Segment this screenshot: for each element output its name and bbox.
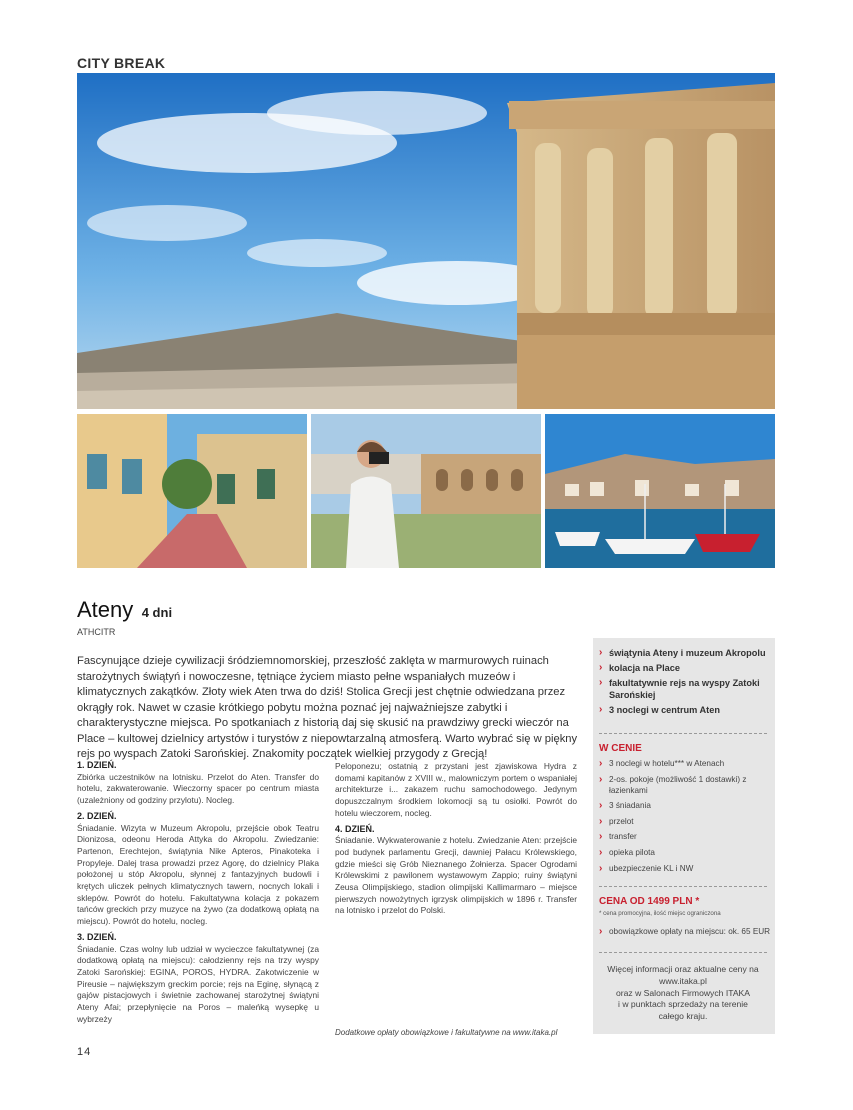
price: CENA OD 1499 PLN * xyxy=(599,896,700,907)
day1-heading: 1. DZIEŃ. xyxy=(77,760,117,770)
info-line: całego kraju. xyxy=(658,1011,708,1022)
included-item: › 2-os. pokoje (możliwość 1 dostawki) z łazienkami xyxy=(599,773,747,795)
more-info xyxy=(599,964,767,1023)
info-line: i w punktach sprzedaży na terenie xyxy=(618,999,748,1010)
trip-title-row xyxy=(77,597,172,623)
highlights-list xyxy=(599,647,771,719)
chevron-right-icon: › xyxy=(599,758,603,769)
harbour-photo xyxy=(545,414,775,568)
highlight-item: › fakultatywnie rejs na wyspy Zatoki Sarońskiej xyxy=(599,677,760,700)
included-item: › transfer xyxy=(599,831,637,843)
photographer-photo xyxy=(311,414,541,568)
info-line: Więcej informacji oraz aktualne ceny na xyxy=(607,964,759,974)
trip-title: Ateny xyxy=(77,597,134,622)
included-item: › przelot xyxy=(599,815,634,827)
highlight-item: › kolacja na Place xyxy=(599,662,680,673)
fees-footnote: Dodatkowe opłaty obowiązkowe i fakultatywne na www.itaka.pl xyxy=(335,1028,558,1037)
chevron-right-icon: › xyxy=(599,677,603,688)
street-photo xyxy=(77,414,307,568)
hero-photo xyxy=(77,73,775,409)
chevron-right-icon: › xyxy=(599,926,603,937)
day2-heading: 2. DZIEŃ. xyxy=(77,810,117,821)
highlight-item: › 3 noclegi w centrum Aten xyxy=(599,704,720,715)
extra-fee-item: › obowiązkowe opłaty na miejscu: ok. 65 EUR xyxy=(599,926,771,937)
chevron-right-icon: › xyxy=(599,704,603,715)
day1-text: Zbiórka uczestników na lotnisku. Przelot do Aten. Transfer do hotelu, zakwaterowanie. Wieczorny spacer po centrum miasta (uzależniony od godziny przylotu). Nocleg. xyxy=(77,771,319,806)
website-link[interactable]: www.itaka.pl xyxy=(659,975,707,986)
chevron-right-icon: › xyxy=(599,846,603,858)
chevron-right-icon: › xyxy=(599,773,603,785)
chevron-right-icon: › xyxy=(599,862,603,874)
price-note: * cena promocyjna, ilość miejsc ograniczona xyxy=(599,910,721,917)
chevron-right-icon: › xyxy=(599,831,603,843)
trip-duration: 4 dni xyxy=(141,605,173,620)
sidebar-divider xyxy=(599,952,767,953)
included-item: › 3 śniadania xyxy=(599,800,651,812)
included-heading: W CENIE xyxy=(599,743,642,754)
extra-fees-list xyxy=(599,926,771,937)
included-item: › ubezpieczenie KL i NW xyxy=(599,862,694,874)
included-list xyxy=(599,758,771,878)
sidebar-divider xyxy=(599,733,767,734)
day3-text: Śniadanie. Czas wolny lub udział w wycieczce fakultatywnej (za dodatkową opłatą na miejscu): całodzienny rejs na trzy wyspy Zatoki Sarońskiej: EGINA, POROS, HYDRA. Zakotwiczenie w Pireusie – największym greckim porcie; rejs na Eginę, słynącą z gajów pistacjowych i świetnie zachowanej starożytnej świątyni Ateny Afai; przepłynięcie na Poros – maleńką wysepkę u wybrzeży xyxy=(77,943,319,1024)
section-label: CITY BREAK xyxy=(77,55,166,71)
day2-text: Śniadanie. Wizyta w Muzeum Akropolu, przejście obok Teatru Dionizosa, odeonu Heroda Attyka do Akropolu. Zwiedzanie: Partenon, Erechtejon, świątynia Nike Apteros, Pinakoteka i Propyleje. Dalej trasa prowadzi przez Agorę, do dzielnicy Plaka położonej u stóp Akropolu, słynnej z fantazyjnych budowli i krętych uliczek pełnych klimatycznych tawern, nocnych lokali i sklepów. Powrót do hotelu. Fakultatywna kolacja z pokazem tańców greckich przy muzyce na żywo (za dodatkową opłatą na miejscu). Powrót do hotelu, nocleg. xyxy=(77,822,319,927)
chevron-right-icon: › xyxy=(599,815,603,827)
info-sidebar xyxy=(593,638,775,1034)
included-item: › 3 noclegi w hotelu*** w Atenach xyxy=(599,758,725,769)
day3-text-continued: Peloponezu; ostatnią z przystani jest zjawiskowa Hydra z domami kapitanów z XVIII w., malowniczym portem o wspaniałej architekturze i... zakazem ruchu samochodowego. Jedynym dopuszczalnym środkiem lokomocji są tu osiołki. Powrót do hotelu wieczorem, nocleg. xyxy=(335,761,577,818)
info-line: oraz w Salonach Firmowych ITAKA xyxy=(615,987,751,998)
program-column-right xyxy=(335,761,577,921)
highlight-item: › świątynia Ateny i muzeum Akropolu xyxy=(599,647,766,658)
day4-heading: 4. DZIEŃ. xyxy=(335,823,375,834)
trip-intro: Fascynujące dzieje cywilizacji śródziemnomorskiej, przeszłość zaklęta w marmurowych ruinach starożytnych świątyń i nowoczesne, tętniące życiem miasto pełne wspaniałych muzeów i klimatycznych zakątków. Złoty wiek Aten trwa do dziś! Stolica Grecji jest chętnie odwiedzana przez okrągły rok. Nawet w czasie krótkiego pobytu można poznać jej najważniejsze zabytki i charakterystyczne miejsca. Po spotkaniach z historią daj się skusić na prawdziwy grecki wieczór na Place – kultowej dzielnicy artystów i turystów z niepowtarzalną atmosferą. Warto wybrać się w piękny rejs po wyspach Zatoki Sarońskiej. Znakomity początek wielkiej przygody z Grecją! xyxy=(77,655,578,760)
program-column-left xyxy=(77,760,319,1029)
day3-heading: 3. DZIEŃ. xyxy=(77,931,117,942)
day4-text: Śniadanie. Wykwaterowanie z hotelu. Zwiedzanie Aten: przejście pod budynek parlamentu Grecji, dawniej Pałacu Królewskiego, gdzie mieści się Grób Nieznanego Żołnierza. Spacer Ogrodami Królewskimi z pawilonem wystawowym Zappio; ruiny świątyni Zeusa Olimpijskiego, stadion olimpijski Kallimarmaro – miejsce pierwszych nowożytnych igrzysk olimpijskich w 1896 r. Transfer na lotnisko i przelot do Polski. xyxy=(335,835,577,916)
chevron-right-icon: › xyxy=(599,647,603,658)
chevron-right-icon: › xyxy=(599,662,603,673)
page-number: 14 xyxy=(77,1046,92,1058)
chevron-right-icon: › xyxy=(599,800,603,812)
included-item: › opieka pilota xyxy=(599,846,655,858)
trip-code: ATHCITR xyxy=(77,627,116,637)
sidebar-divider xyxy=(599,886,767,887)
